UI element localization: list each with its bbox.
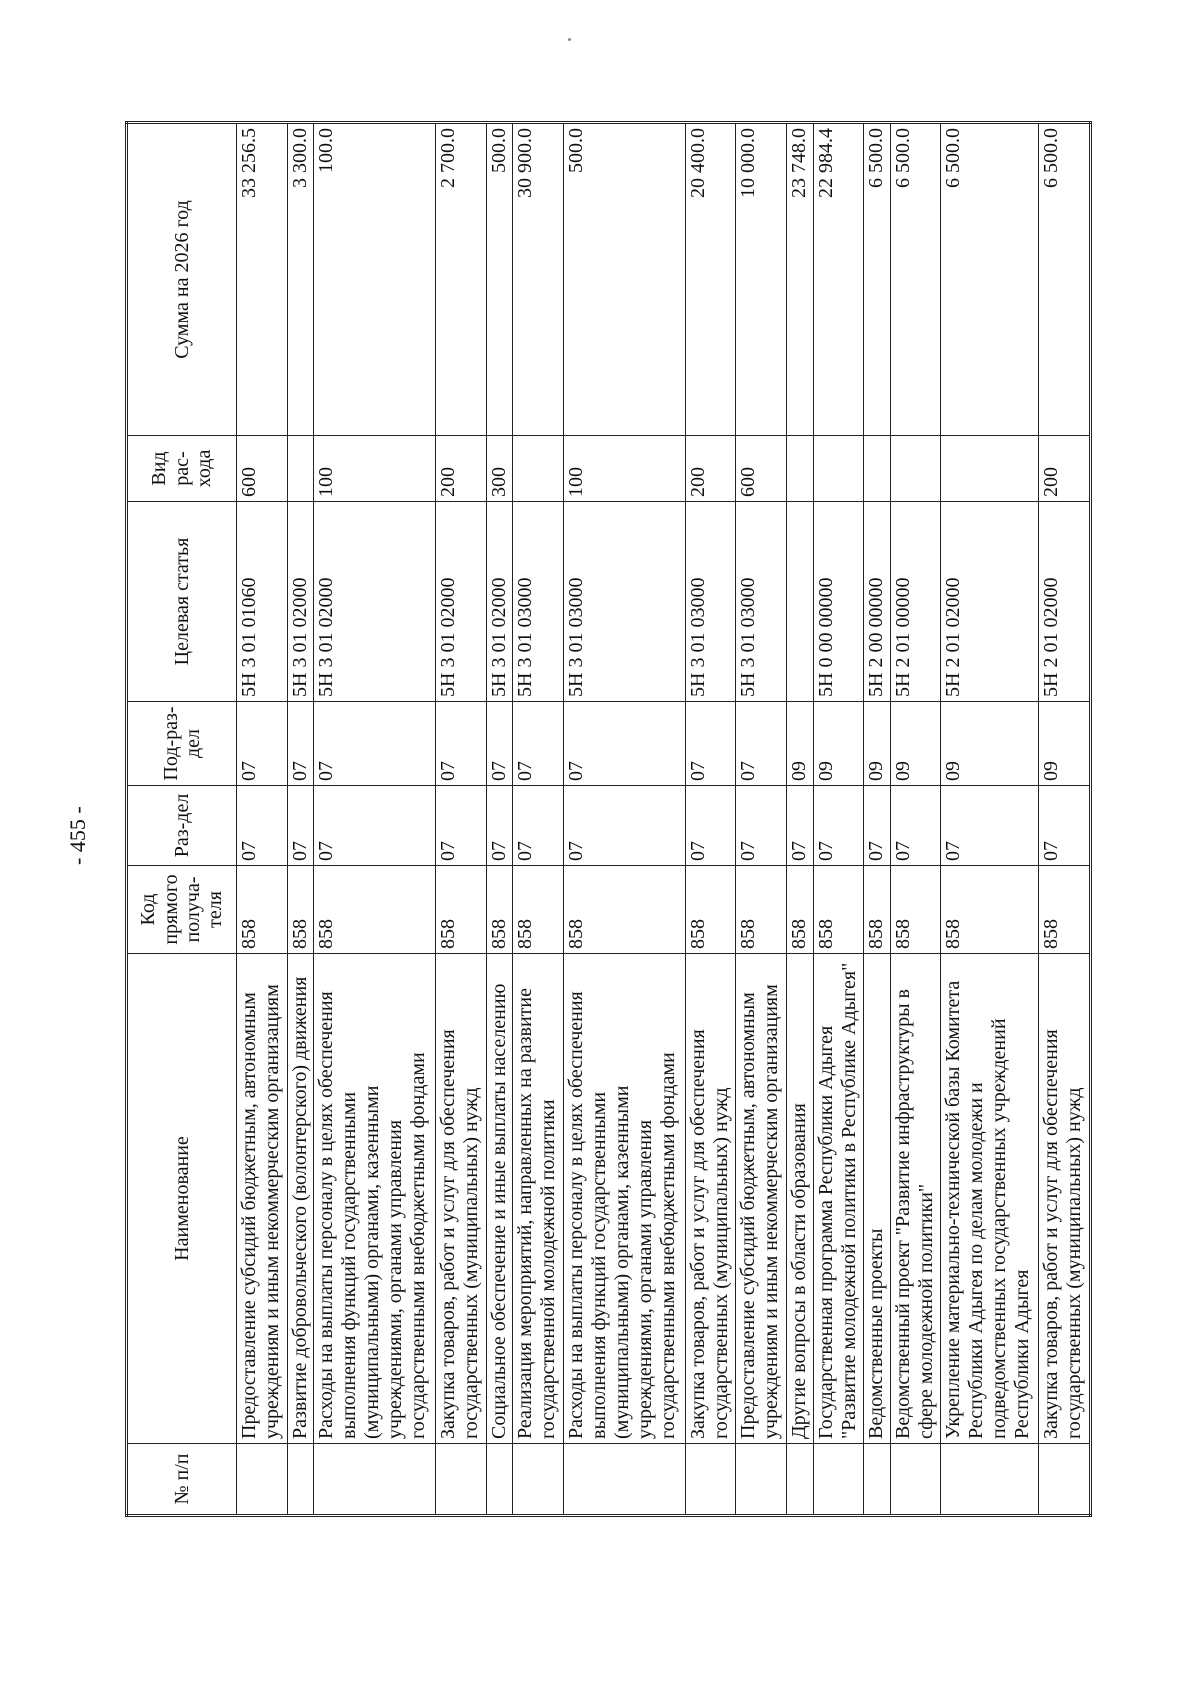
cell-name: Закупка товаров, работ и услуг для обеспечения государственных (муниципальных) нужд [1039, 954, 1091, 1444]
cell-name: Расходы на выплаты персоналу в целях обеспечения выполнения функций государственными (муниципальными) органами, казенными учреждениями, органами управления государственными внебюджетными фондами [563, 954, 685, 1444]
cell-recipient-code: 858 [486, 866, 513, 954]
table-body [237, 123, 1091, 1516]
cell-section: 07 [890, 786, 941, 866]
cell-amount: 500.0 [486, 123, 513, 436]
cell-name: Реализация мероприятий, направленных на развитие государственной молодежной политики [513, 954, 564, 1444]
table-row [736, 123, 787, 1516]
cell-target-article: 5Н 3 01 02000 [486, 502, 513, 702]
cell-recipient-code: 858 [1039, 866, 1091, 954]
cell-subsection: 09 [813, 702, 864, 786]
cell-subsection: 07 [563, 702, 685, 786]
cell-expense-type: 600 [237, 436, 288, 502]
cell-num [1039, 1444, 1091, 1516]
cell-amount: 6 500.0 [890, 123, 941, 436]
cell-section: 07 [436, 786, 487, 866]
cell-amount: 23 748.0 [786, 123, 813, 436]
cell-section: 07 [786, 786, 813, 866]
cell-name: Закупка товаров, работ и услуг для обеспечения государственных (муниципальных) нужд [685, 954, 736, 1444]
cell-amount: 20 400.0 [685, 123, 736, 436]
cell-subsection: 07 [513, 702, 564, 786]
cell-subsection: 09 [864, 702, 891, 786]
cell-section: 07 [287, 786, 314, 866]
cell-amount: 6 500.0 [1039, 123, 1091, 436]
cell-target-article: 5Н 3 01 02000 [314, 502, 436, 702]
cell-target-article: 5Н 0 00 00000 [813, 502, 864, 702]
cell-recipient-code: 858 [736, 866, 787, 954]
cell-num [563, 1444, 685, 1516]
cell-recipient-code: 858 [813, 866, 864, 954]
cell-subsection: 07 [237, 702, 288, 786]
cell-section: 07 [1039, 786, 1091, 866]
table-row [786, 123, 813, 1516]
scan-speck [568, 38, 571, 41]
cell-amount: 33 256.5 [237, 123, 288, 436]
cell-name: Государственная программа Республики Адыгея "Развитие молодежной политики в Республике Адыгея" [813, 954, 864, 1444]
cell-target-article: 5Н 2 01 02000 [941, 502, 1039, 702]
table-row [1039, 123, 1091, 1516]
header-amount: Сумма на 2026 год [127, 123, 237, 436]
header-target-article: Целевая статья [127, 502, 237, 702]
cell-amount: 500.0 [563, 123, 685, 436]
cell-num [941, 1444, 1039, 1516]
table-row [813, 123, 864, 1516]
cell-num [864, 1444, 891, 1516]
cell-recipient-code: 858 [436, 866, 487, 954]
cell-subsection: 09 [890, 702, 941, 786]
cell-target-article [786, 502, 813, 702]
cell-target-article: 5Н 2 01 00000 [890, 502, 941, 702]
cell-amount: 3 300.0 [287, 123, 314, 436]
cell-name: Ведомственный проект "Развитие инфраструктуры в сфере молодежной политики" [890, 954, 941, 1444]
cell-subsection: 09 [786, 702, 813, 786]
table-row [287, 123, 314, 1516]
cell-expense-type [890, 436, 941, 502]
cell-section: 07 [513, 786, 564, 866]
cell-expense-type [513, 436, 564, 502]
cell-recipient-code: 858 [685, 866, 736, 954]
cell-recipient-code: 858 [314, 866, 436, 954]
cell-num [436, 1444, 487, 1516]
table-row [685, 123, 736, 1516]
cell-recipient-code: 858 [563, 866, 685, 954]
cell-target-article: 5Н 3 01 01060 [237, 502, 288, 702]
cell-subsection: 07 [436, 702, 487, 786]
budget-table [125, 121, 1092, 1517]
cell-expense-type: 100 [314, 436, 436, 502]
cell-target-article: 5Н 3 01 03000 [736, 502, 787, 702]
table-row [314, 123, 436, 1516]
cell-num [486, 1444, 513, 1516]
cell-recipient-code: 858 [287, 866, 314, 954]
cell-target-article: 5Н 2 00 00000 [864, 502, 891, 702]
cell-amount: 10 000.0 [736, 123, 787, 436]
cell-name: Предоставление субсидий бюджетным, автономным учреждениям и иным некоммерческим организациям [237, 954, 288, 1444]
cell-name: Другие вопросы в области образования [786, 954, 813, 1444]
cell-recipient-code: 858 [786, 866, 813, 954]
cell-expense-type [813, 436, 864, 502]
cell-section: 07 [563, 786, 685, 866]
cell-subsection: 09 [941, 702, 1039, 786]
cell-expense-type: 200 [685, 436, 736, 502]
cell-name: Предоставление субсидий бюджетным, автономным учреждениям и иным некоммерческим организациям [736, 954, 787, 1444]
cell-name: Закупка товаров, работ и услуг для обеспечения государственных (муниципальных) нужд [436, 954, 487, 1444]
cell-section: 07 [864, 786, 891, 866]
cell-subsection: 07 [486, 702, 513, 786]
table-row [890, 123, 941, 1516]
cell-num [685, 1444, 736, 1516]
cell-subsection: 09 [1039, 702, 1091, 786]
cell-name: Социальное обеспечение и иные выплаты населению [486, 954, 513, 1444]
cell-amount: 6 500.0 [941, 123, 1039, 436]
cell-section: 07 [813, 786, 864, 866]
cell-section: 07 [941, 786, 1039, 866]
cell-recipient-code: 858 [864, 866, 891, 954]
cell-num [287, 1444, 314, 1516]
cell-amount: 6 500.0 [864, 123, 891, 436]
cell-expense-type: 600 [736, 436, 787, 502]
cell-section: 07 [314, 786, 436, 866]
cell-expense-type: 300 [486, 436, 513, 502]
cell-recipient-code: 858 [237, 866, 288, 954]
cell-name: Развитие добровольческого (волонтерского) движения [287, 954, 314, 1444]
cell-target-article: 5Н 2 01 02000 [1039, 502, 1091, 702]
header-subsection: Под-раз-дел [127, 702, 237, 786]
cell-target-article: 5Н 3 01 02000 [287, 502, 314, 702]
cell-expense-type [941, 436, 1039, 502]
table-row [486, 123, 513, 1516]
cell-section: 07 [486, 786, 513, 866]
cell-section: 07 [685, 786, 736, 866]
cell-target-article: 5Н 3 01 03000 [563, 502, 685, 702]
cell-expense-type: 200 [1039, 436, 1091, 502]
cell-subsection: 07 [685, 702, 736, 786]
table-header-row [127, 123, 237, 1516]
header-num: № п/п [127, 1444, 237, 1516]
cell-subsection: 07 [287, 702, 314, 786]
cell-section: 07 [237, 786, 288, 866]
table-row [237, 123, 288, 1516]
page-number: - 455 - [65, 806, 90, 865]
cell-target-article: 5Н 3 01 03000 [513, 502, 564, 702]
cell-target-article: 5Н 3 01 02000 [436, 502, 487, 702]
cell-name: Расходы на выплаты персоналу в целях обеспечения выполнения функций государственными (муниципальными) органами, казенными учреждениями, органами управления государственными внебюджетными фондами [314, 954, 436, 1444]
cell-num [786, 1444, 813, 1516]
cell-amount: 22 984.4 [813, 123, 864, 436]
cell-recipient-code: 858 [513, 866, 564, 954]
cell-subsection: 07 [736, 702, 787, 786]
cell-subsection: 07 [314, 702, 436, 786]
cell-recipient-code: 858 [941, 866, 1039, 954]
cell-expense-type: 200 [436, 436, 487, 502]
cell-expense-type [864, 436, 891, 502]
cell-target-article: 5Н 3 01 03000 [685, 502, 736, 702]
table-row [941, 123, 1039, 1516]
cell-amount: 30 900.0 [513, 123, 564, 436]
header-name: Наименование [127, 954, 237, 1444]
cell-amount: 2 700.0 [436, 123, 487, 436]
cell-num [890, 1444, 941, 1516]
header-recipient-code: Код прямого получа-теля [127, 866, 237, 954]
header-section: Раз-дел [127, 786, 237, 866]
cell-expense-type [287, 436, 314, 502]
rotated-budget-table-container [125, 124, 1092, 1517]
cell-num [813, 1444, 864, 1516]
cell-expense-type: 100 [563, 436, 685, 502]
cell-num [736, 1444, 787, 1516]
cell-expense-type [786, 436, 813, 502]
table-row [864, 123, 891, 1516]
cell-section: 07 [736, 786, 787, 866]
cell-num [314, 1444, 436, 1516]
cell-recipient-code: 858 [890, 866, 941, 954]
cell-num [513, 1444, 564, 1516]
cell-name: Ведомственные проекты [864, 954, 891, 1444]
table-row [513, 123, 564, 1516]
cell-amount: 100.0 [314, 123, 436, 436]
cell-num [237, 1444, 288, 1516]
table-row [436, 123, 487, 1516]
header-expense-type: Вид рас-хода [127, 436, 237, 502]
cell-name: Укрепление материально-технической базы Комитета Республики Адыгея по делам молодежи и подведомственных государственных учреждений Республики Адыгея [941, 954, 1039, 1444]
table-row [563, 123, 685, 1516]
